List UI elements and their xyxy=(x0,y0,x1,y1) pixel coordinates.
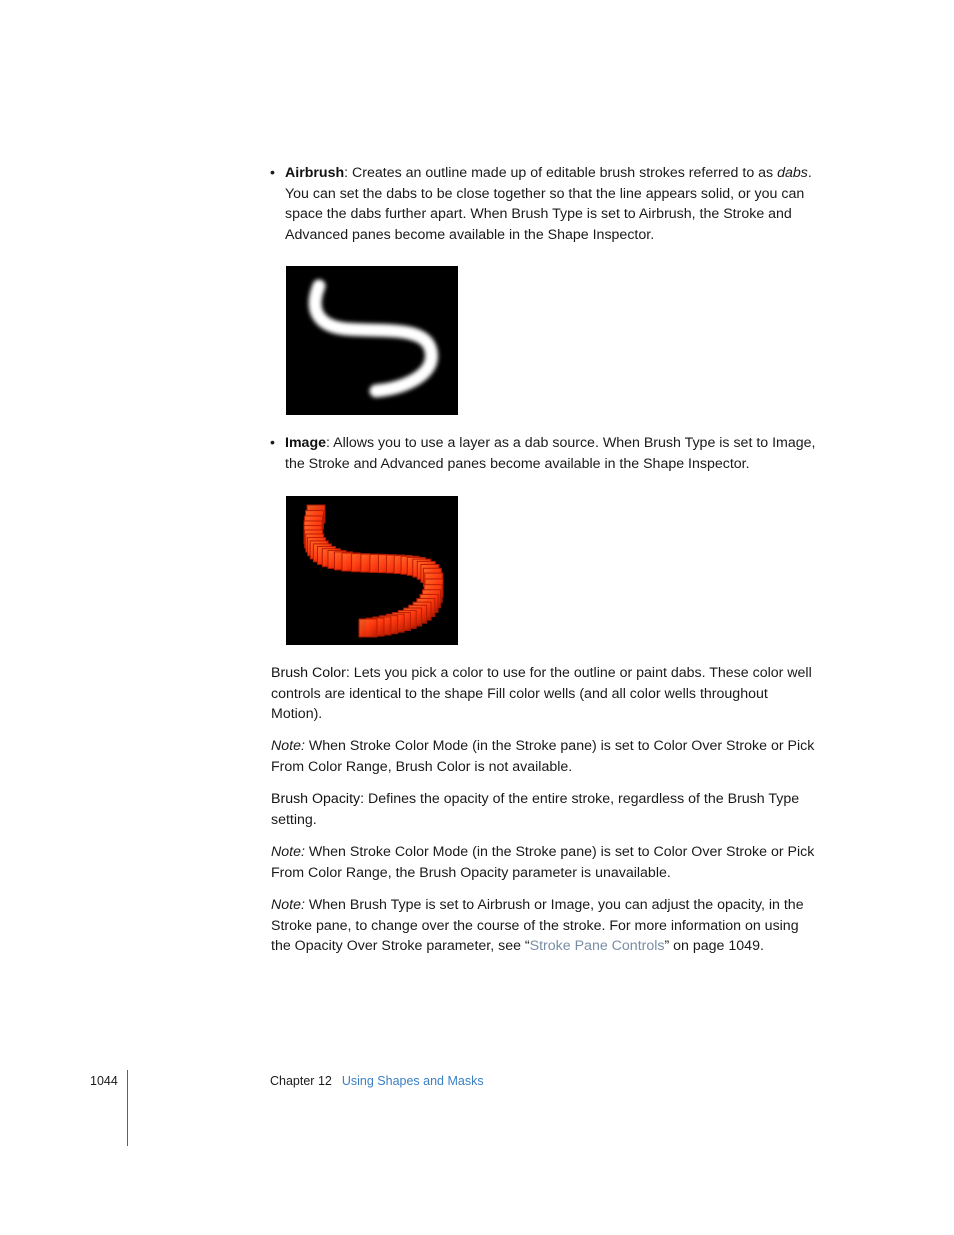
brush-opacity-desc: Defines the opacity of the entire stroke, regardless of the Brush Type setting. xyxy=(271,791,800,828)
airbrush-desc-italic: dabs xyxy=(777,165,808,181)
note-3-text-part1: When Brush Type is set to Airbrush or Image, you can adjust the opacity, in the Stroke pane, to change over the course of the stroke. For more information on using the Opacity Over Stroke parameter, see “ xyxy=(271,897,804,955)
paragraph-brush-opacity xyxy=(271,789,821,830)
airbrush-stroke-image xyxy=(286,266,458,415)
note-1-text: When Stroke Color Mode (in the Stroke pane) is set to Color Over Stroke or Pick From Color Range, Brush Color is not available. xyxy=(271,738,815,775)
bullet-image-text xyxy=(285,433,818,474)
term-airbrush: Airbrush xyxy=(285,165,345,181)
airbrush-desc-part1: : Creates an outline made up of editable brush strokes referred to as xyxy=(344,165,778,181)
paragraph-brush-color xyxy=(271,663,821,725)
bullet-airbrush xyxy=(270,163,818,245)
term-image: Image xyxy=(285,435,327,451)
paragraph-note-1 xyxy=(271,736,821,777)
bullet-marker: • xyxy=(270,165,275,181)
chapter-title-link[interactable]: Using Shapes and Masks xyxy=(341,1074,484,1088)
paragraph-note-3 xyxy=(271,895,821,957)
stroke-pane-controls-link[interactable]: Stroke Pane Controls xyxy=(529,938,665,955)
airbrush-desc-part2: . You can set the dabs to be close together so that the line appears solid, or you can space the dabs further apart. When Brush Type is set to Airbrush, the Stroke and Advanced panes become available in the Shape Inspector. xyxy=(285,165,812,243)
term-brush-color: Brush Color xyxy=(271,665,346,681)
bullet-airbrush-text xyxy=(285,163,818,245)
brush-color-desc: : Lets you pick a color to use for the outline or paint dabs. These color well controls are identical to the shape Fill color wells (and all color wells throughout Motion). xyxy=(271,665,812,723)
chapter-label: Chapter 12 xyxy=(270,1074,332,1088)
bullet-image xyxy=(270,433,818,474)
note-label: Note: xyxy=(271,844,305,860)
image-dab-stroke-image xyxy=(286,496,458,645)
note-3-text-part2: ” on page 1049. xyxy=(664,938,764,955)
dab-44 xyxy=(359,619,377,637)
note-2-text: When Stroke Color Mode (in the Stroke pane) is set to Color Over Stroke or Pick From Color Range, the Brush Opacity parameter is unavailable. xyxy=(271,844,815,881)
bullet-marker: • xyxy=(270,435,275,451)
term-brush-opacity: Brush Opacity: xyxy=(271,791,365,807)
footer-chapter xyxy=(270,1071,484,1092)
footer-divider xyxy=(127,1070,128,1146)
note-label: Note: xyxy=(271,897,305,913)
paragraph-note-2 xyxy=(271,842,821,883)
image-desc: : Allows you to use a layer as a dab source. When Brush Type is set to Image, the Stroke and Advanced panes become available in the Shape Inspector. xyxy=(285,435,816,472)
note-label: Note: xyxy=(271,738,305,754)
page-number: 1044 xyxy=(90,1074,118,1088)
